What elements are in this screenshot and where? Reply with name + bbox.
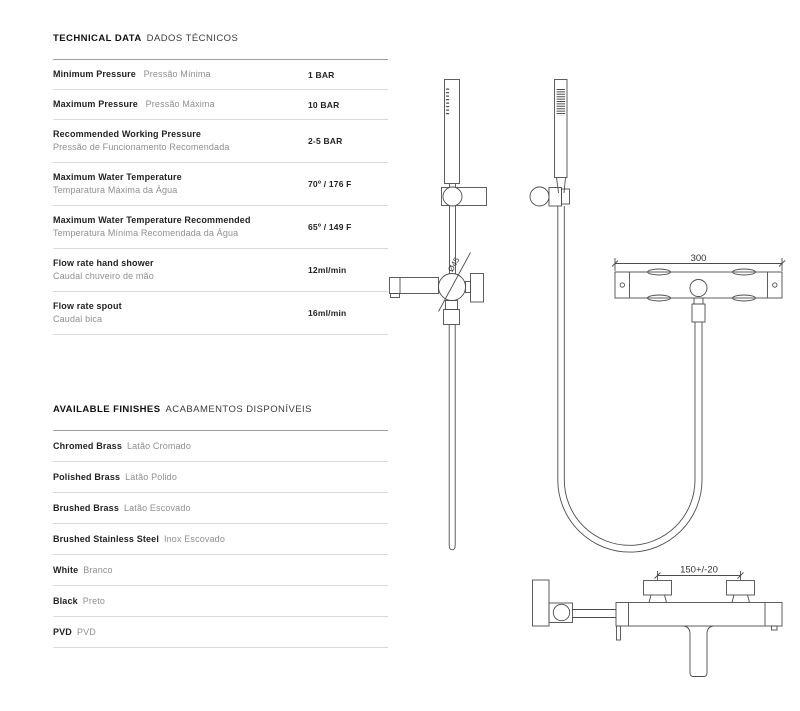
row-value: 1 BAR	[308, 69, 335, 80]
row-value: 10 BAR	[308, 99, 340, 110]
hose-connector-lower	[444, 310, 460, 325]
finish-label-pt: Latão Cromado	[126, 440, 191, 451]
finish-label-pt: Inox Escovado	[164, 533, 225, 544]
row-label-pt: Temparatura Máxima da Água	[53, 185, 178, 195]
finish-label-pt: Latão Escovado	[123, 502, 191, 513]
handle-knob-right	[727, 581, 755, 596]
row-value: 70º / 176 F	[308, 179, 352, 189]
row-label-en: Maximum Water Temperature	[53, 172, 182, 182]
drawing-front-view	[390, 80, 487, 550]
available-finishes-title-pt: ACABAMENTOS DISPONÍVEIS	[165, 404, 312, 415]
row-label-en: Recommended Working Pressure	[53, 129, 202, 139]
screw-hole-right	[773, 283, 777, 287]
dim-150-label: 150+/-20	[680, 564, 718, 576]
finish-label-pt: Branco	[83, 564, 113, 575]
row-label-en: Flow rate hand shower	[53, 258, 154, 268]
row-label-en: Maximum Pressure	[53, 99, 138, 109]
spout-aerator-nub	[391, 294, 400, 298]
wall-plate	[533, 580, 550, 626]
handle-knob-left	[644, 581, 672, 596]
dim-300-label: 300	[690, 253, 707, 264]
row-label-pt: Pressão Máxima	[145, 99, 215, 109]
slider-knob	[443, 187, 462, 206]
valve-knob	[471, 274, 484, 303]
holder-bracket-inner	[562, 189, 570, 204]
technical-data-title-pt: DADOS TÉCNICOS	[146, 33, 239, 44]
finish-label-en: Black	[53, 595, 78, 606]
finish-label-pt: Preto	[82, 595, 106, 606]
row-label-pt: Temperatura Mínima Recomendada da Água	[53, 228, 239, 238]
technical-data-title-en: TECHNICAL DATA	[53, 33, 142, 44]
row-value: 2-5 BAR	[308, 136, 343, 146]
finish-label-en: Chromed Brass	[53, 440, 122, 451]
mixer-bar-body	[616, 603, 782, 627]
drawing-mixer-side-view	[533, 565, 783, 677]
screw-hole-left	[620, 283, 624, 287]
available-finishes-title-en: AVAILABLE FINISHES	[53, 404, 161, 415]
row-label-en: Flow rate spout	[53, 301, 122, 311]
row-label-pt: Pressão Mínima	[143, 69, 211, 79]
finish-label-pt: Latão Polido	[125, 471, 177, 482]
row-label-pt: Caudal chuveiro de mão	[53, 271, 154, 281]
row-label-pt: Caudal bica	[53, 314, 103, 324]
row-label-en: Minimum Pressure	[53, 69, 136, 79]
finish-label-en: PVD	[53, 626, 72, 637]
handle-stem-right	[732, 595, 750, 603]
row-value: 65º / 149 F	[308, 222, 352, 232]
row-value: 16ml/min	[308, 308, 347, 318]
valve-knob-stem	[466, 282, 471, 293]
handle-stem-left	[649, 595, 667, 603]
valve-diameter-label: Ø45	[446, 255, 462, 274]
finish-label-en: Polished Brass	[53, 471, 121, 482]
hose-connector-upper	[446, 301, 458, 310]
drawing-side-view	[530, 80, 702, 553]
hand-shower-front	[445, 80, 460, 184]
finish-label-en: Brushed Stainless Steel	[53, 533, 159, 544]
row-label-en: Maximum Water Temperature Recommended	[53, 215, 251, 225]
bracket-knob	[553, 604, 569, 620]
outlet-collar	[694, 298, 703, 304]
holder-knob-side	[530, 187, 549, 206]
right-cap-nub	[772, 626, 778, 630]
handle-taper	[557, 178, 566, 194]
hose-loop-outer	[558, 480, 702, 552]
finish-label-en: White	[53, 564, 79, 575]
outlet-connector	[692, 304, 705, 322]
finish-label-pt: PVD	[76, 626, 96, 637]
finish-label-en: Brushed Brass	[53, 502, 119, 513]
row-label-pt: Pressão de Funcionamento Recomendada	[53, 142, 230, 152]
diverter-outlet	[690, 280, 707, 297]
row-value: 12ml/min	[308, 265, 347, 275]
hose-front-end-cap	[449, 545, 455, 550]
spout-front	[390, 278, 439, 294]
holder-bracket-outer	[549, 188, 562, 207]
drawing-top-view	[612, 253, 785, 322]
mixer-spout	[684, 626, 713, 677]
check-valve-pin	[617, 626, 621, 640]
